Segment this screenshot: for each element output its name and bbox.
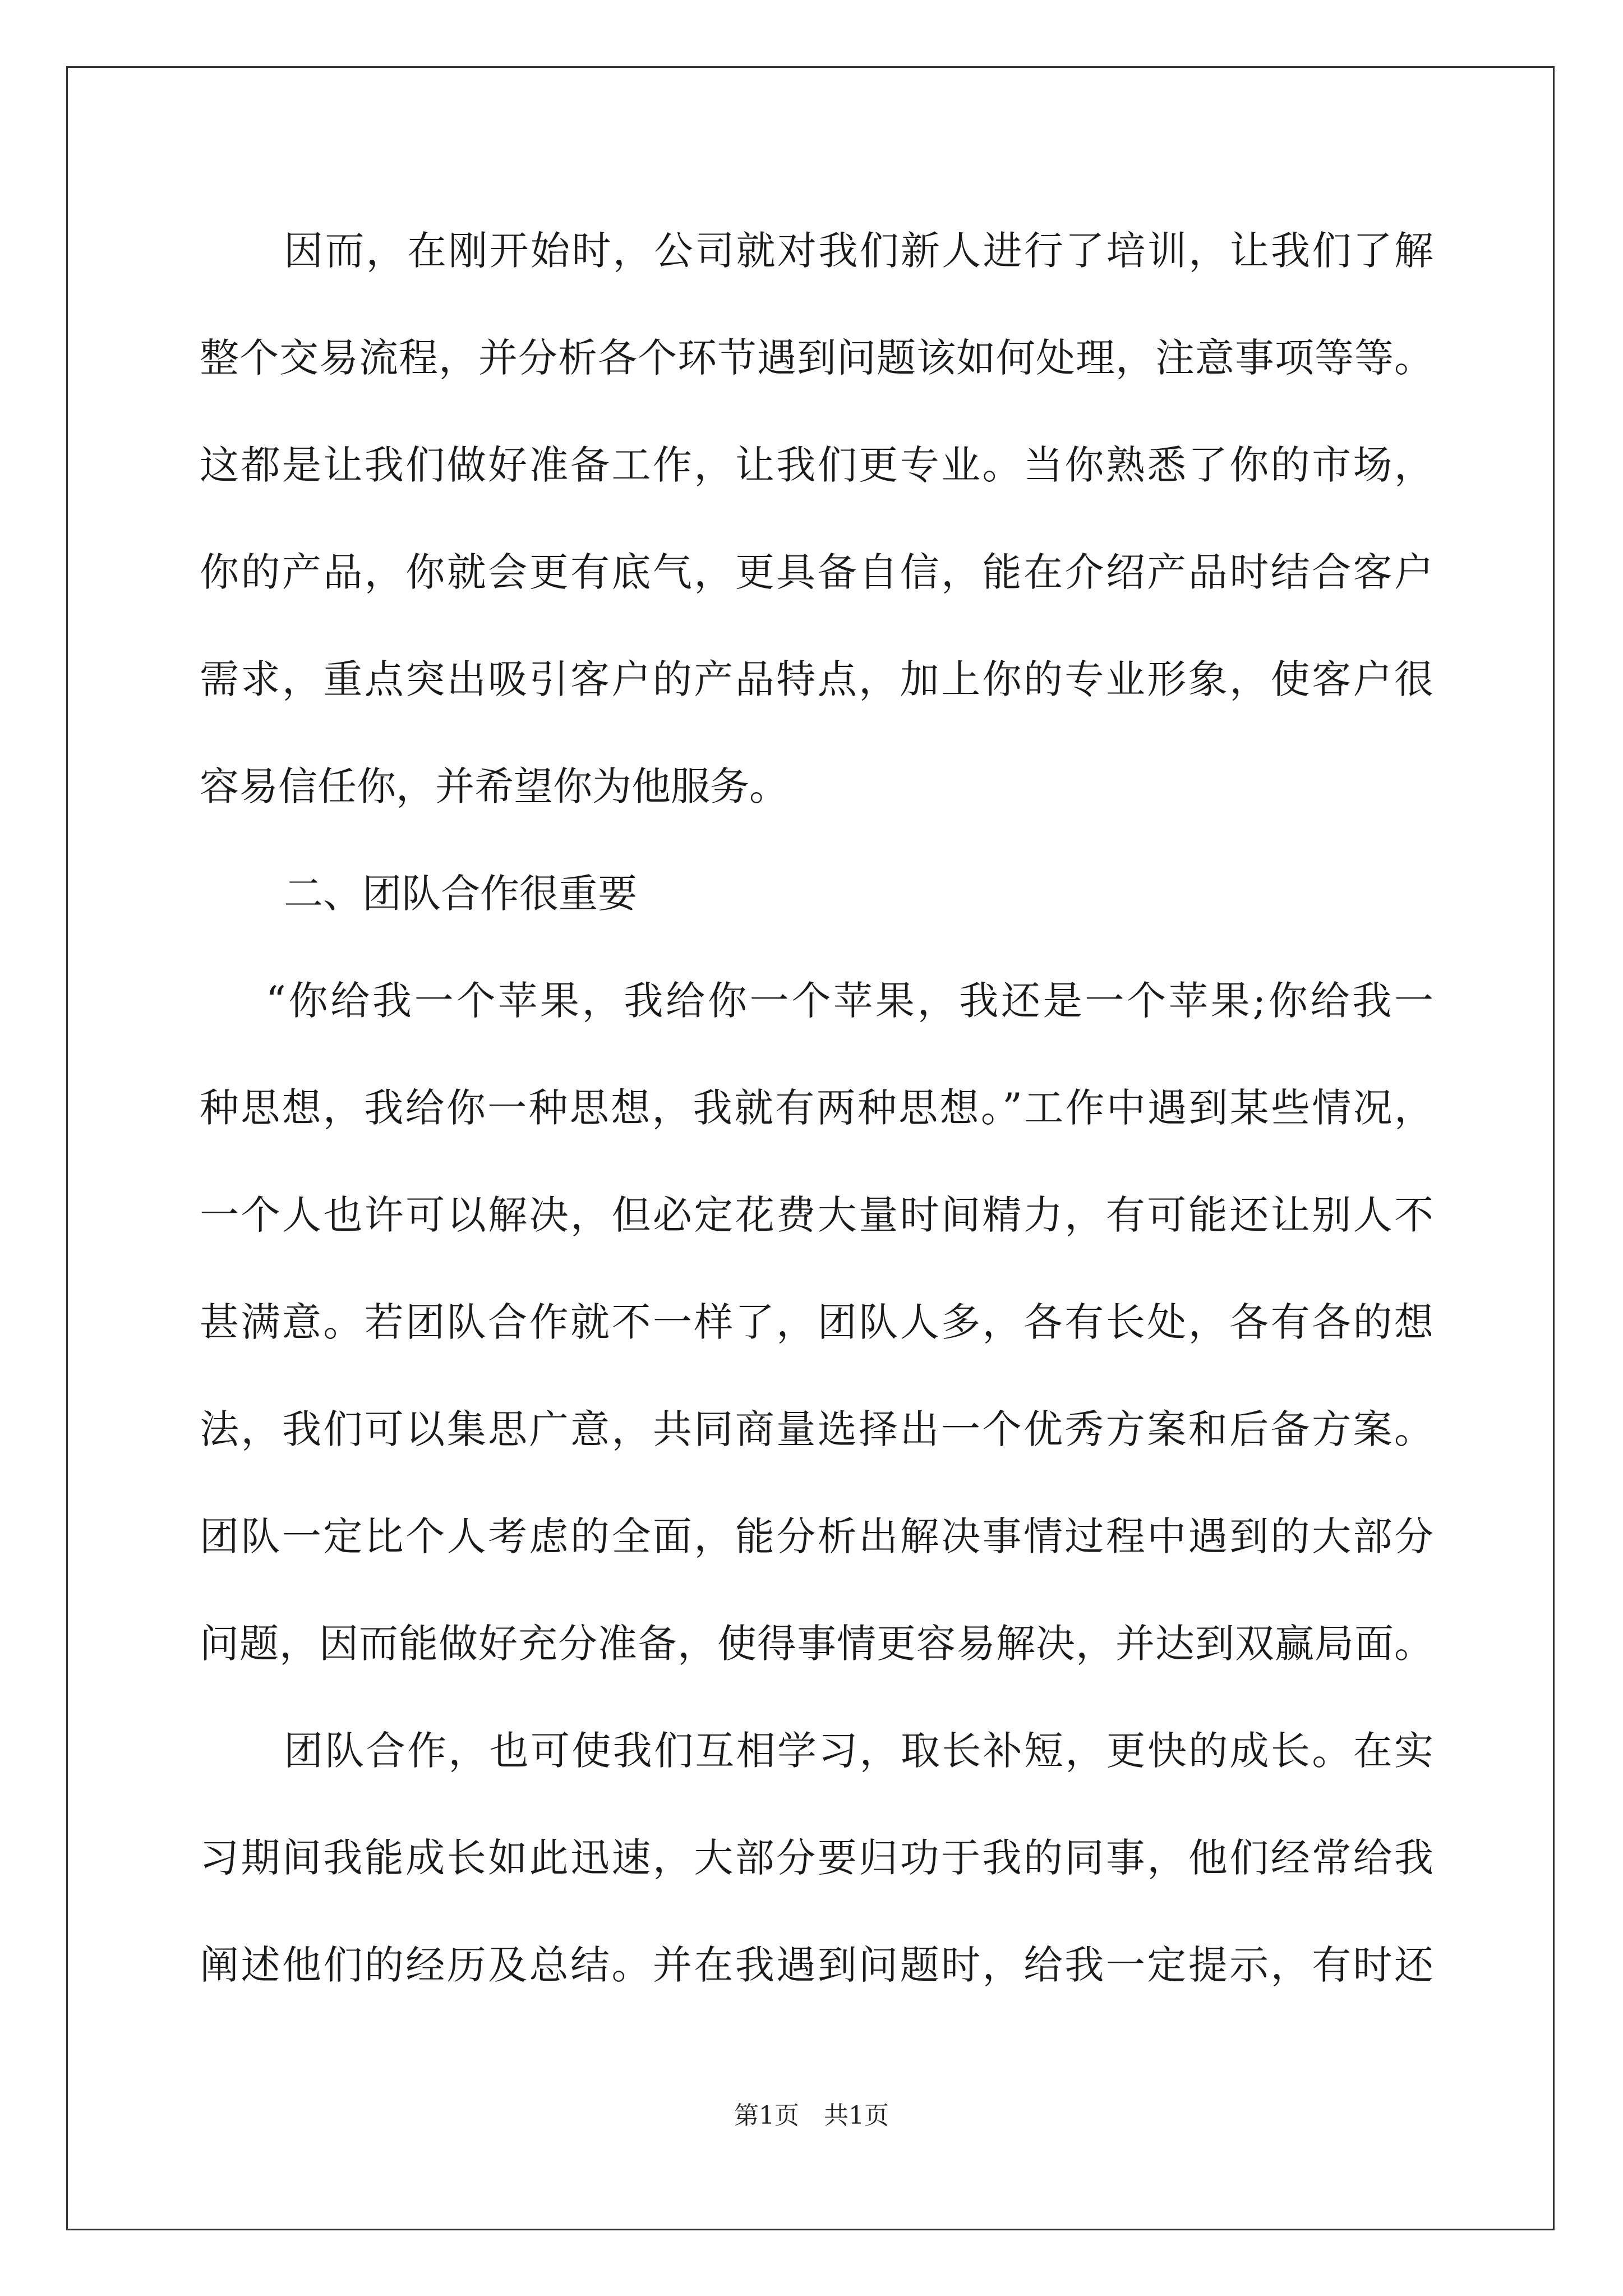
text-line: 种思想，我给你一种思想，我就有两种思想。”工作中遇到某些情况，	[200, 1085, 1433, 1131]
text-line: 整个交易流程，并分析各个环节遇到问题该如何处理，注意事项等等。	[200, 335, 1433, 381]
text-line: 法，我们可以集思广意，共同商量选择出一个优秀方案和后备方案。	[200, 1406, 1433, 1452]
page-border	[66, 66, 1555, 2230]
page-number-footer: 第1页 共1页	[734, 2101, 889, 2130]
section-heading: 二、团队合作很重要	[284, 871, 637, 917]
text-line: 问题，因而能做好充分准备，使得事情更容易解决，并达到双赢局面。	[200, 1621, 1433, 1667]
text-line: 习期间我能成长如此迅速，大部分要归功于我的同事，他们经常给我	[200, 1835, 1433, 1881]
text-line: 这都是让我们做好准备工作，让我们更专业。当你熟悉了你的市场，	[200, 442, 1433, 488]
text-line: 需求，重点突出吸引客户的产品特点，加上你的专业形象，使客户很	[200, 656, 1433, 702]
text-line: “你给我一个苹果，我给你一个苹果，我还是一个苹果;你给我一	[266, 978, 1433, 1024]
text-line: 因而，在刚开始时，公司就对我们新人进行了培训，让我们了解	[284, 228, 1433, 274]
text-line: 团队一定比个人考虑的全面，能分析出解决事情过程中遇到的大部分	[200, 1513, 1433, 1559]
text-line: 你的产品，你就会更有底气，更具备自信，能在介绍产品时结合客户	[200, 549, 1433, 595]
text-line: 阐述他们的经历及总结。并在我遇到问题时，给我一定提示，有时还	[200, 1942, 1433, 1988]
text-line: 团队合作，也可使我们互相学习，取长补短，更快的成长。在实	[284, 1728, 1433, 1774]
text-line: 一个人也许可以解决，但必定花费大量时间精力，有可能还让别人不	[200, 1192, 1433, 1238]
text-line: 甚满意。若团队合作就不一样了，团队人多，各有长处，各有各的想	[200, 1299, 1433, 1345]
text-line: 容易信任你，并希望你为他服务。	[200, 763, 789, 809]
